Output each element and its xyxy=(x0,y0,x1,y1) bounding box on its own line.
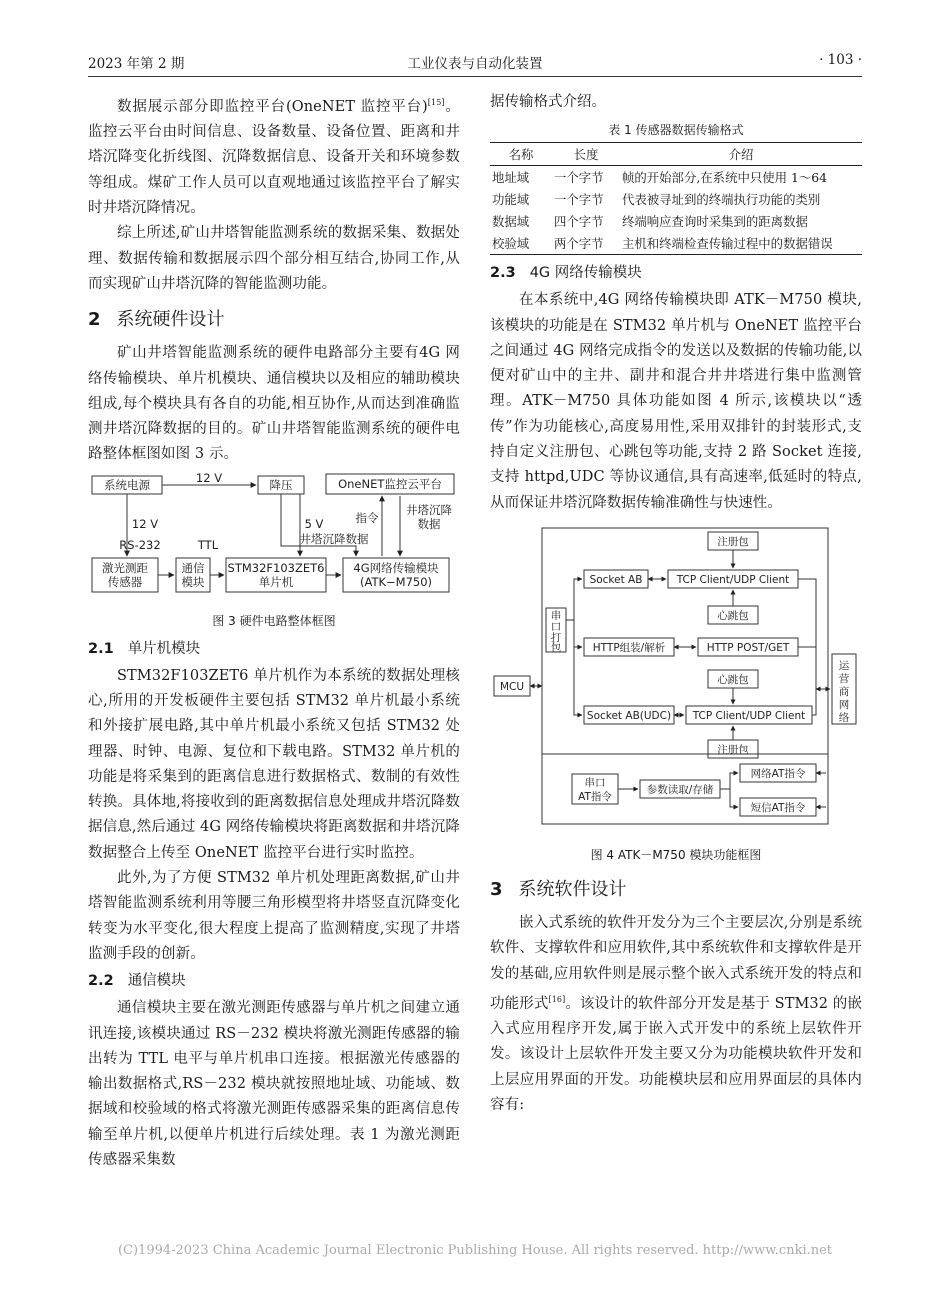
mcu-label-2: 单片机 xyxy=(258,574,294,589)
table-header-cell: 介绍 xyxy=(620,143,862,166)
paragraph: 综上所述,矿山井塔智能监测系统的数据采集、数据处理、数据传输和数据展示四个部分相互结合,协同工作,从而实现矿山井塔沉降的智能监测功能。 xyxy=(88,225,460,292)
left-column xyxy=(88,90,460,1173)
figure-3-caption: 图 3 硬件电路整体框图 xyxy=(212,613,336,628)
serial-label-4: 包 xyxy=(550,641,562,654)
reg-top-label: 注册包 xyxy=(717,535,749,548)
footer-copyright: (C)1994-2023 China Academic Journal Electronic Publishing House. All rights reserved. http://www.cnki.net xyxy=(117,1243,833,1258)
table-header-cell: 长度 xyxy=(552,143,620,166)
hb1-label: 心跳包 xyxy=(717,609,749,622)
header-issue: 2023 年第 2 期 xyxy=(88,56,185,72)
net-label-1: 4G网络传输模块 xyxy=(353,560,439,575)
mcu-label-1: STM32F103ZET6 xyxy=(227,560,325,575)
v12-side-label: 12 V xyxy=(131,516,159,531)
paragraph: STM32F103ZET6 单片机作为本系统的数据处理核心,所用的开发板硬件主要包括 STM32 单片机最小系统和外接扩展电路,其中单片机最小系统又包括 STM32 处理器、时钟、电源、复位和下载电路。STM32 单片机的功能是将采集到的距离信息进行数据格式、数制的有效性转换。具体地,将接收到的距离数据信息处理成井塔沉降数据信息,然后通过 4G 网络传输模块将距离数据和井塔沉降数据整合上传至 OneNET 监控平台进行实时监控。 xyxy=(88,667,460,861)
hb2-label: 心跳包 xyxy=(717,673,749,686)
serial-label-2: 口 xyxy=(550,620,562,633)
socket2-label: Socket AB(UDC) xyxy=(586,709,672,722)
table-1 xyxy=(490,142,862,255)
settle-data-label: 井塔沉降数据 xyxy=(299,531,369,546)
subsection-heading: 2.2 通信模块 xyxy=(88,973,186,990)
figure-4-diagram xyxy=(490,524,862,842)
right-column xyxy=(490,90,862,1118)
carrier-label-2: 营 xyxy=(838,672,850,685)
table-header-cell: 名称 xyxy=(490,143,552,166)
paragraph: 数据展示部分即监控平台(OneNET 监控平台)[15]。监控云平台由时间信息、设备数量、设备位置、距离和井塔沉降变化折线图、沉降数据信息、设备开关和环境参数等组成。煤矿工作人员可以直观地通过该监控平台了解实时井塔沉降情况。 xyxy=(88,98,460,217)
v12-top-label: 12 V xyxy=(195,471,223,485)
table-cell: 一个字节 xyxy=(554,192,604,208)
rs232-label: RS-232 xyxy=(119,537,161,552)
settle-label-2: 数据 xyxy=(417,516,441,531)
table-row xyxy=(490,188,862,210)
header-page-number: · 103 · xyxy=(819,52,862,68)
table-cell: 功能域 xyxy=(492,192,530,208)
carrier-label-3: 商 xyxy=(838,685,850,698)
http-label: HTTP组装/解析 xyxy=(592,641,666,654)
table-cell: 数据域 xyxy=(492,214,530,230)
tcp2-label: TCP Client/UDP Client xyxy=(692,709,806,722)
table-cell: 帧的开始部分,在系统中只使用 1～64 xyxy=(622,170,827,186)
at-label-2: AT指令 xyxy=(578,790,612,803)
serial-label-3: 打 xyxy=(550,631,562,644)
table-header-row xyxy=(490,143,862,166)
param-label: 参数读取/存储 xyxy=(646,783,714,796)
cloud-label: OneNET监控云平台 xyxy=(338,476,442,491)
table-cell: 地址域 xyxy=(492,170,530,186)
section-heading: 2 系统硬件设计 xyxy=(88,309,225,331)
header-rule xyxy=(88,76,862,77)
subsection-heading: 2.1 单片机模块 xyxy=(88,640,201,657)
paragraph: 矿山井塔智能监测系统的硬件电路部分主要有4G 网络传输模块、单片机模块、通信模块以及相应的辅助模块组成,每个模块具有各自的功能,相互协作,从而达到准确监测井塔沉降数据的目的。矿山井塔智能监测系统的硬件电路整体框图如图 3 示。 xyxy=(88,345,460,463)
paragraph: 据传输格式介绍。 xyxy=(490,94,606,110)
table-1-caption: 表 1 传感器数据传输格式 xyxy=(608,123,744,138)
v5-label: 5 V xyxy=(304,516,324,531)
mcu-label: MCU xyxy=(499,680,525,693)
socket1-label: Socket AB xyxy=(589,573,643,586)
net-label-2: (ATK−M750) xyxy=(359,574,433,589)
power-label: 系统电源 xyxy=(104,477,150,492)
reg-bottom-label: 注册包 xyxy=(717,743,749,756)
carrier-label-1: 运 xyxy=(838,659,850,672)
table-row xyxy=(490,166,862,189)
carrier-label-5: 络 xyxy=(838,711,850,724)
tcp1-label: TCP Client/UDP Client xyxy=(676,573,790,586)
paragraph: 通信模块主要在激光测距传感器与单片机之间建立通讯连接,该模块通过 RS－232 模块将激光测距传感器的输出转为 TTL 电平与单片机串口连接。根据激光传感器的输出数据格式,RS－232 模块就按照地址域、功能域、数据域和校验域的格式将激光测距传感器采集的距离信息传输至单片机,以便单片机进行后续处理。表 1 为激光测距传感器采集数 xyxy=(88,1000,460,1169)
carrier-label-4: 网 xyxy=(838,698,850,711)
table-cell: 两个字节 xyxy=(552,232,620,255)
table-row xyxy=(490,210,862,232)
cmd-label: 指令 xyxy=(355,510,379,525)
figure-3-diagram xyxy=(88,472,460,608)
sms-at-label: 短信AT指令 xyxy=(750,801,806,814)
comm-label-1: 通信 xyxy=(181,560,205,575)
subsection-heading: 2.3 4G 网络传输模块 xyxy=(490,265,642,282)
paragraph: 嵌入式系统的软件开发分为三个主要层次,分别是系统软件、支撑软件和应用软件,其中系统软件和支撑软件是开发的基础,应用软件则是展示整个嵌入式系统开发的特点和功能形式[16]。该设计的软件部分开发是基于 STM32 的嵌入式应用程序开发,属于嵌入式开发中的系统上层软件开发。该设计上层软件开发主要又分为功能模块软件开发和上层应用界面的开发。功能模块层和应用界面层的具体内容有: xyxy=(490,914,862,1113)
table-cell: 终端响应查询时采集到的距离数据 xyxy=(622,214,808,230)
buck-label: 降压 xyxy=(269,477,293,492)
comm-label-2: 模块 xyxy=(181,574,205,589)
section-heading: 3 系统软件设计 xyxy=(490,878,627,900)
serial-label-1: 串 xyxy=(550,609,562,622)
at-label-1: 串口 xyxy=(584,776,606,789)
table-cell: 四个字节 xyxy=(554,214,604,230)
net-at-label: 网络AT指令 xyxy=(750,767,806,780)
httppost-label: HTTP POST/GET xyxy=(706,641,790,654)
paragraph: 在本系统中,4G 网络传输模块即 ATK－M750 模块,该模块的功能是在 STM32 单片机与 OneNET 监控平台之间通过 4G 网络完成指令的发送以及数据的传输功能,以便对矿山中的主井、副井和混合井井塔进行集中监测管理。ATK－M750 具体功能如图 4 所示,该模块以“透传”作为功能核心,高度易用性,采用双排针的封装形式,支持自定义注册包、心跳包等功能,支持 2 路 Socket 连接,支持 httpd,UDC 等协议通信,具有高速率,低延时的特点,从而保证井塔沉降数据传输准确性与快速性。 xyxy=(490,292,862,511)
figure-4-caption: 图 4 ATK－M750 模块功能框图 xyxy=(590,847,762,862)
table-cell: 代表被寻址到的终端执行功能的类别 xyxy=(622,192,821,208)
laser-label-2: 传感器 xyxy=(107,574,143,589)
header-journal: 工业仪表与自动化装置 xyxy=(407,56,543,72)
table-cell: 校验域 xyxy=(490,232,552,255)
table-cell: 主机和终端检查传输过程中的数据错误 xyxy=(620,232,862,255)
settle-label-1: 井塔沉降 xyxy=(406,502,452,517)
paragraph: 此外,为了方便 STM32 单片机处理距离数据,矿山井塔智能监测系统利用等腰三角形模型将井塔竖直沉降变化转变为水平变化,很大程度上提高了监测精度,实现了井塔监测手段的创新。 xyxy=(88,870,460,962)
laser-label-1: 激光测距 xyxy=(102,560,148,575)
ttl-label: TTL xyxy=(197,537,219,552)
table-cell: 一个字节 xyxy=(554,170,604,186)
table-row xyxy=(490,232,862,255)
